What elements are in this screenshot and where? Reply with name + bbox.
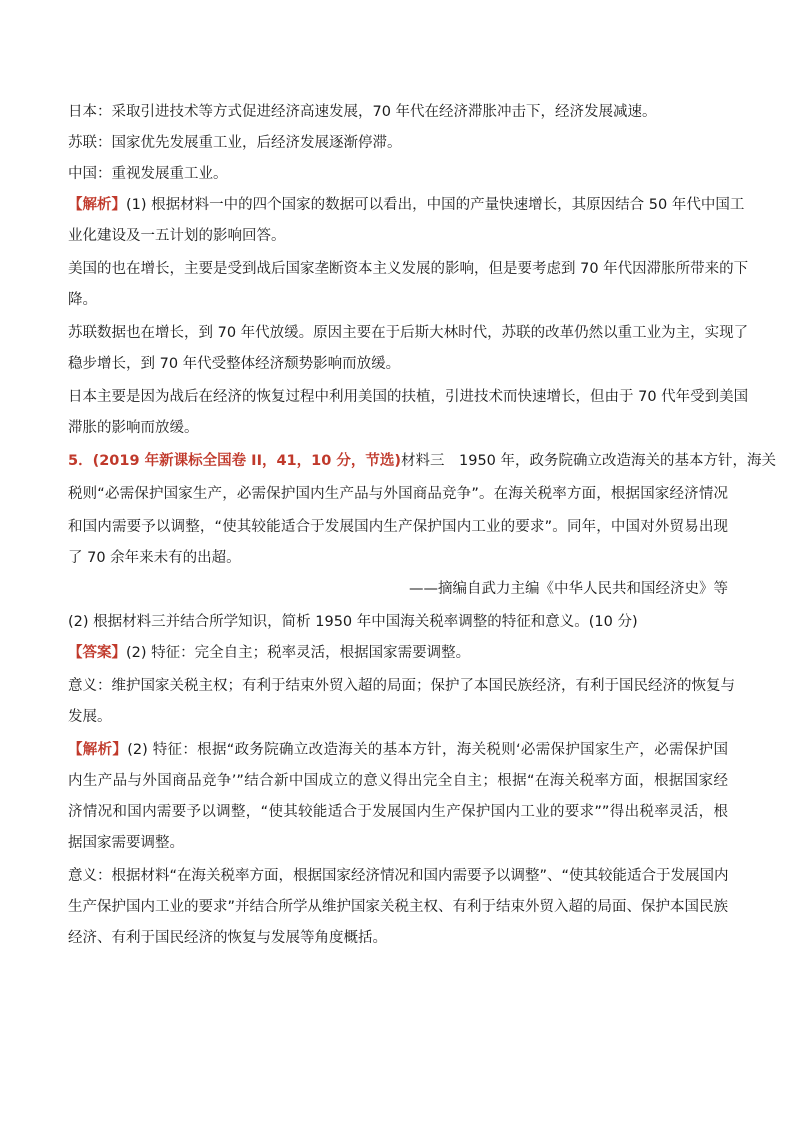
text-line: 和国内需要予以调整，“使其较能适合于发展国内生产保护国内工业的要求”。同年，中国对外贸易出现 [68, 519, 728, 535]
text-span: 材料三 1950 年，政务院确立改造海关的基本方针，海关 [401, 453, 777, 469]
text-line: 业化建设及一五计划的影响回答。 [68, 228, 286, 244]
analysis-tag: 【解析】 [68, 742, 128, 758]
text-line: 生产保护国内工业的要求”并结合所学从维护国家关税主权、有利于结束外贸入超的局面、保护本国民族 [68, 899, 729, 915]
text-line: 滞胀的影响而放缓。 [68, 420, 199, 436]
question-number: 5． [68, 453, 93, 469]
text-line: 稳步增长，到 70 年代受整体经济颓势影响而放缓。 [68, 356, 401, 372]
text-line: 意义：维护国家关税主权；有利于结束外贸入超的局面；保护了本国民族经济，有利于国民经济的恢复与 [68, 678, 735, 694]
text-line: 苏联数据也在增长，到 70 年代放缓。原因主要在于后斯大林时代，苏联的改革仍然以重工业为主，实现了 [68, 325, 749, 341]
text-line: 济情况和国内需要予以调整，“使其较能适合于发展国内生产保护国内工业的要求””得出税率灵活，根 [68, 804, 728, 820]
question-source: (2019 年新课标全国卷 II，41，10 分，节选) [92, 453, 401, 469]
answer-line [68, 644, 728, 662]
text-span: (2) 特征：完全自主；税率灵活，根据国家需要调整。 [126, 645, 471, 661]
text-span: (1) 根据材料一中的四个国家的数据可以看出，中国的产量快速增长，其原因结合 50 年代中国工 [126, 197, 745, 213]
analysis-paragraph-line [68, 196, 745, 214]
text-line: 内生产品与外国商品竞争’”结合新中国成立的意义得出完全自主；根据“在海关税率方面，根据国家经 [68, 773, 728, 789]
text-line: 了 70 余年来未有的出超。 [68, 550, 241, 566]
analysis-tag: 【解析】 [68, 197, 126, 213]
text-line: 经济、有利于国民经济的恢复与发展等角度概括。 [68, 930, 387, 946]
text-line: 美国的也在增长，主要是受到战后国家垄断资本主义发展的影响，但是要考虑到 70 年代因滞胀所带来的下 [68, 261, 749, 277]
text-line: 日本主要是因为战后在经济的恢复过程中利用美国的扶植，引进技术而快速增长，但由于 70 代年受到美国 [68, 389, 749, 405]
question-line [68, 452, 777, 470]
text-line: 发展。 [68, 709, 112, 725]
text-line: 苏联：国家优先发展重工业，后经济发展逐渐停滞。 [68, 135, 402, 151]
text-line: 日本：采取引进技术等方式促进经济高速发展，70 年代在经济滞胀冲击下，经济发展减速。 [68, 104, 657, 120]
answer-tag: 【答案】 [68, 645, 126, 661]
text-line: 降。 [68, 292, 97, 308]
text-line: 税则“必需保护国家生产，必需保护国内生产品与外国商品竞争”。在海关税率方面，根据国家经济情况 [68, 486, 728, 502]
text-span: (2) 特征：根据“政务院确立改造海关的基本方针，海关税则‘必需保护国家生产，必需保护国 [127, 742, 728, 758]
text-line: 中国：重视发展重工业。 [68, 166, 228, 182]
citation: ——摘编自武力主编《中华人民共和国经济史》等 [409, 581, 728, 597]
analysis-paragraph-line [68, 741, 728, 759]
question-prompt: (2) 根据材料三并结合所学知识，简析 1950 年中国海关税率调整的特征和意义。(10 分) [68, 614, 638, 630]
text-line: 据国家需要调整。 [68, 835, 184, 851]
text-line: 意义：根据材料“在海关税率方面，根据国家经济情况和国内需要予以调整”、“使其较能适合于发展国内 [68, 868, 729, 884]
